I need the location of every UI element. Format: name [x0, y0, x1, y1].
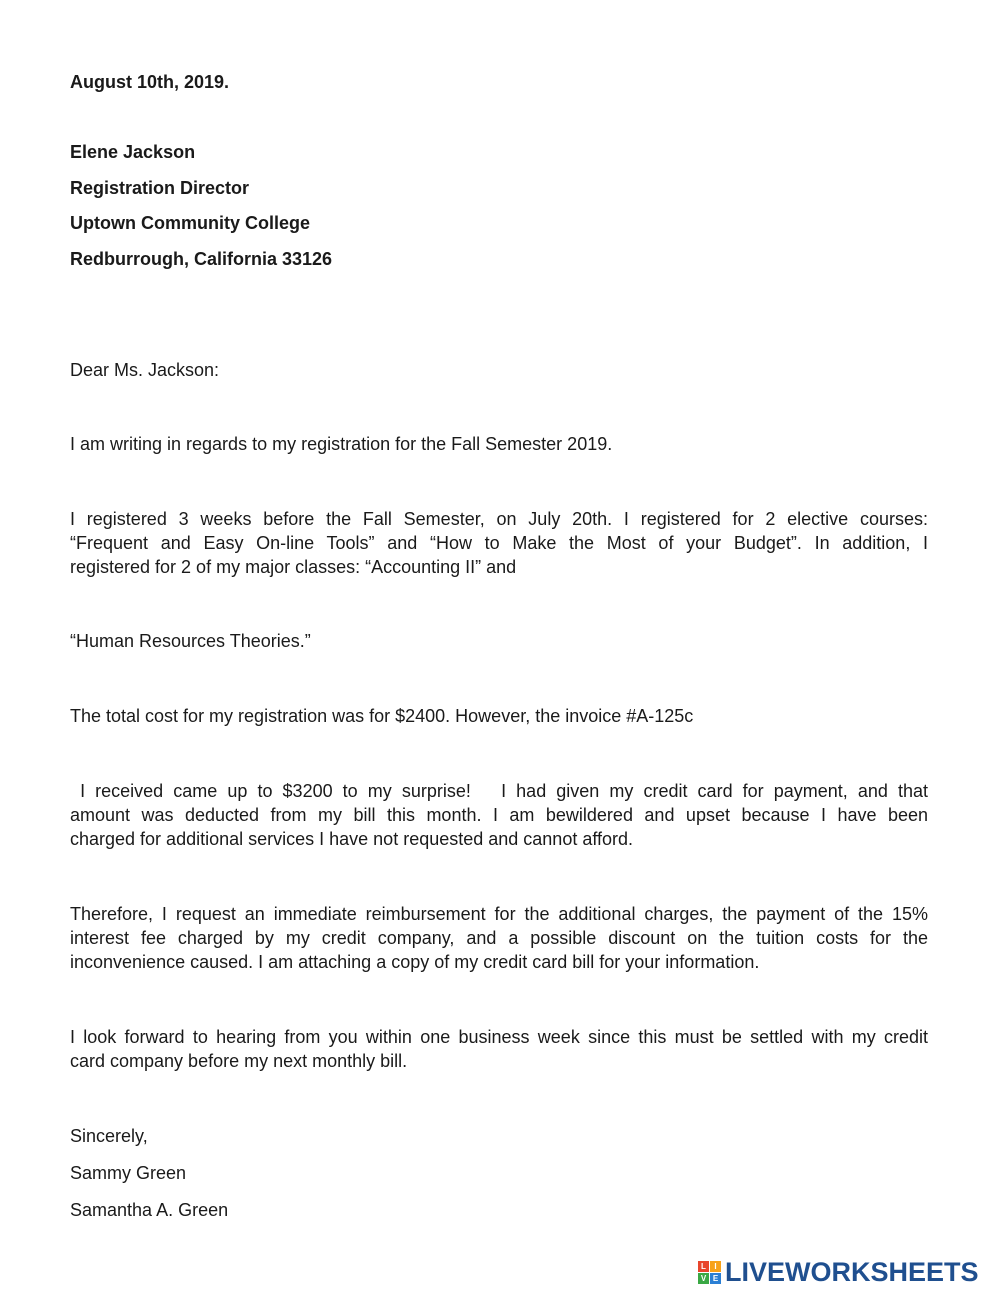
paragraph-7-line-1: I look forward to hearing from you within one business week since this must be settled with my credit — [70, 1027, 928, 1047]
logo-mark-tile: I — [710, 1261, 721, 1272]
paragraph-5-line-3: charged for additional services I have not requested and cannot afford. — [70, 829, 634, 849]
logo-mark-tile: E — [710, 1273, 721, 1284]
paragraph-4: The total cost for my registration was for $2400. However, the invoice #A-125c — [70, 706, 694, 726]
paragraph-6 — [70, 902, 928, 974]
paragraph-5-line-1: I received came up to $3200 to my surprise! I had given my credit card for payment, and that — [70, 781, 928, 801]
logo-mark-tile: V — [698, 1273, 709, 1284]
closing: Sincerely, — [70, 1126, 148, 1146]
recipient-address: Redburrough, California 33126 — [70, 249, 333, 269]
recipient-name: Elene Jackson — [70, 142, 196, 162]
paragraph-6-line-2: interest fee charged by my credit company, and a possible discount on the tuition costs for the — [70, 928, 928, 948]
liveworksheets-logo — [698, 1258, 979, 1286]
salutation: Dear Ms. Jackson: — [70, 360, 220, 380]
logo-mark-icon — [698, 1261, 721, 1284]
recipient-title: Registration Director — [70, 178, 250, 198]
logo-text: LIVEWORKSHEETS — [725, 1256, 979, 1287]
paragraph-2-line-3: registered for 2 of my major classes: “Accounting II” and — [70, 557, 517, 577]
paragraph-5 — [70, 779, 928, 851]
paragraph-6-line-3: inconvenience caused. I am attaching a copy of my credit card bill for your information. — [70, 952, 760, 972]
paragraph-2 — [70, 507, 928, 579]
paragraph-7-line-2: card company before my next monthly bill. — [70, 1051, 408, 1071]
recipient-organization: Uptown Community College — [70, 213, 310, 233]
paragraph-3: “Human Resources Theories.” — [70, 631, 311, 651]
paragraph-1: I am writing in regards to my registration for the Fall Semester 2019. — [70, 434, 613, 454]
signature: Sammy Green — [70, 1163, 187, 1183]
paragraph-7 — [70, 1025, 928, 1073]
printed-name: Samantha A. Green — [70, 1200, 229, 1220]
paragraph-2-line-2: “Frequent and Easy On-line Tools” and “How to Make the Most of your Budget”. In addition, I — [70, 533, 928, 553]
letter-date: August 10th, 2019. — [70, 72, 230, 92]
logo-mark-tile: L — [698, 1261, 709, 1272]
paragraph-2-line-1: I registered 3 weeks before the Fall Semester, on July 20th. I registered for 2 elective courses: — [70, 509, 928, 529]
paragraph-6-line-1: Therefore, I request an immediate reimbursement for the additional charges, the payment of the 15% — [70, 904, 928, 924]
paragraph-5-line-2: amount was deducted from my bill this month. I am bewildered and upset because I have been — [70, 805, 928, 825]
